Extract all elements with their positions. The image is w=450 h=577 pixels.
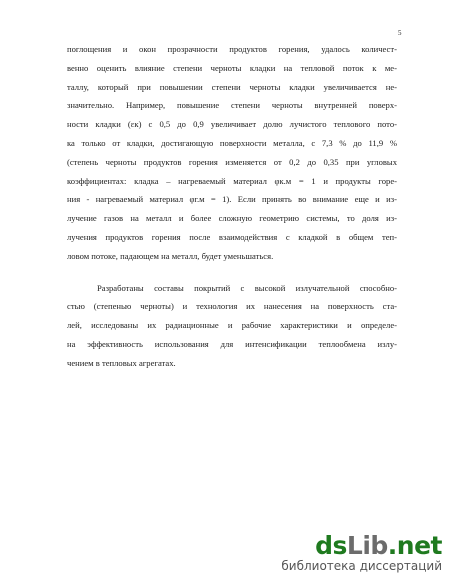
text-line: Разработаны составы покрытий с высокой излучательной способно- bbox=[97, 282, 397, 293]
text-line: ловом потоке, падающем на металл, будет уменьшаться. bbox=[67, 250, 274, 261]
text-line: чением в тепловых агрегатах. bbox=[67, 357, 176, 368]
logo-part-ds: ds bbox=[315, 531, 347, 560]
text-line: ности кладки (εк) с 0,5 до 0,9 увеличивает долю лучистого теплового пото- bbox=[67, 119, 397, 130]
document-body bbox=[67, 40, 397, 373]
paragraph-2 bbox=[67, 279, 397, 373]
page-number: 5 bbox=[398, 29, 402, 37]
text-line: лей, исследованы их радиационные и рабочие характеристики и определе- bbox=[67, 320, 397, 331]
text-line: лучения продуктов горения после взаимодействия с кладкой в общем теп- bbox=[67, 231, 397, 242]
text-line: на эффективность использования для интенсификации теплообмена излу- bbox=[67, 338, 397, 349]
watermark bbox=[281, 533, 442, 573]
logo-part-lib: Lib bbox=[346, 531, 388, 560]
paragraph-1 bbox=[67, 40, 397, 266]
text-line: лучение газов на металл и более сложную геометрию системы, то доля из- bbox=[67, 213, 397, 224]
site-logo bbox=[281, 533, 442, 559]
site-tagline: библиотека диссертаций bbox=[281, 559, 442, 573]
text-line: ка только от кладки, достигающую поверхности металла, с 7,3 % до 11,9 % bbox=[67, 137, 397, 148]
text-line: коэффициентах: кладка – нагреваемый материал φк.м = 1 и продукты горе- bbox=[67, 175, 397, 186]
text-line: таллу, который при повышении степени черноты кладки увеличивается не- bbox=[67, 81, 397, 92]
paragraph-gap bbox=[67, 266, 397, 279]
text-line: значительно. Например, повышение степени черноты внутренней поверх- bbox=[67, 100, 397, 111]
text-line: поглощения и окон прозрачности продуктов горения, удалось количест- bbox=[67, 44, 397, 54]
logo-part-net: .net bbox=[387, 531, 442, 560]
text-line: венно оценить влияние степени черноты кладки на тепловой поток к ме- bbox=[67, 62, 397, 73]
text-line: стью (степенью черноты) и технология их нанесения на поверхность ста- bbox=[67, 301, 397, 312]
text-line: (степень черноты продуктов горения изменяется от 0,2 до 0,35 при угловых bbox=[67, 156, 397, 167]
text-line: ния - нагреваемый материал φг.м = 1). Если принять во внимание еще и из- bbox=[67, 194, 397, 205]
